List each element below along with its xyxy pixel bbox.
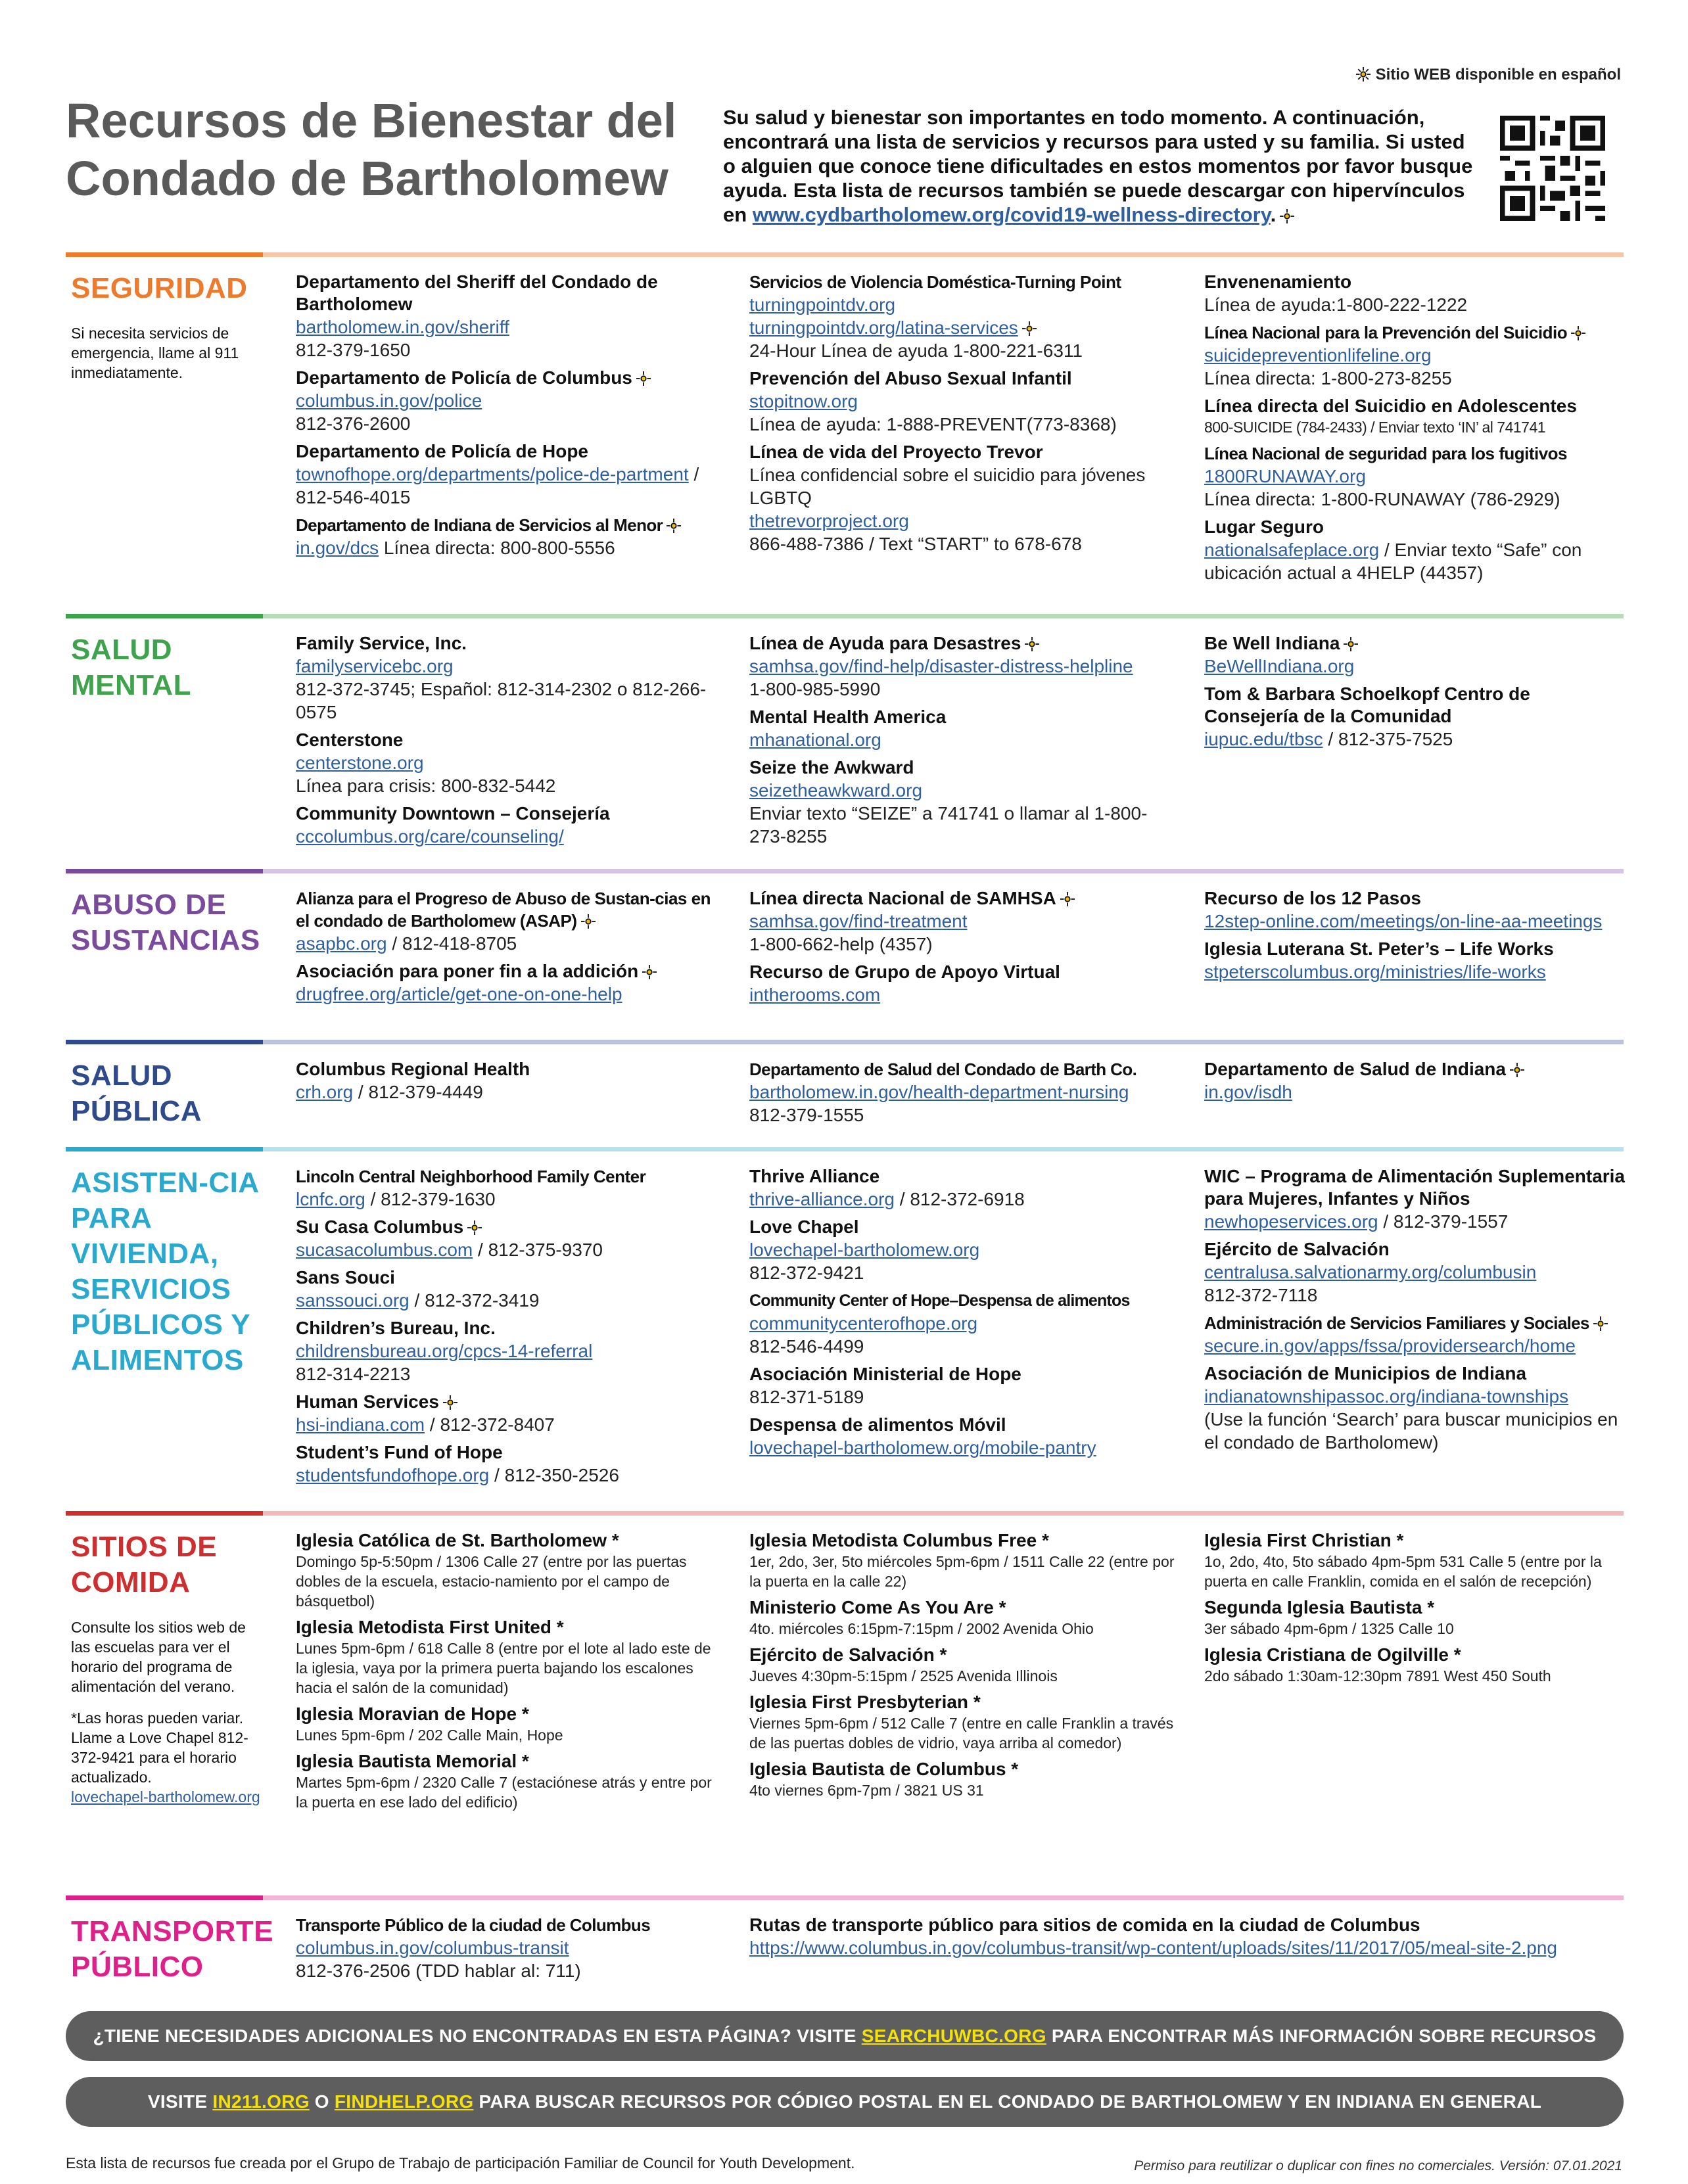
resource-name: Línea Nacional de seguridad para los fugitivos [1204, 444, 1568, 463]
food-site-entry [749, 1691, 1183, 1753]
resource-name: Recurso de los 12 Pasos [1204, 888, 1421, 908]
resource-entry [296, 1165, 723, 1211]
resource-link[interactable]: nationalsafeplace.org [1204, 540, 1380, 560]
resource-name: WIC – Programa de Alimentación Suplementaria para Mujeres, Infantes y Niños [1204, 1166, 1626, 1209]
resource-entry [1204, 271, 1625, 316]
resource-entry [296, 1216, 723, 1261]
resource-name: Transporte Público de la ciudad de Columbus [296, 1915, 651, 1935]
resource-name: Recurso de Grupo de Apoyo Virtual [749, 962, 1060, 982]
resource-link[interactable]: cccolumbus.org/care/counseling/ [296, 826, 564, 847]
section-title: SALUD PÚBLICA [71, 1059, 202, 1127]
food-site-schedule: 4to. miércoles 6:15pm-7:15pm / 2002 Avenida Ohio [749, 1620, 1094, 1637]
resource-entry [296, 960, 723, 1006]
resource-phone: / 812-546-4015 [296, 464, 699, 507]
resource-entry [1204, 683, 1625, 751]
resource-name: Human Services [296, 1391, 439, 1412]
section-note: Consulte los sitios web de las escuelas para ver el horario del programa de alimentación del verano. *Las horas pueden variar. Llame a Love Chapel 812-372-9421 para el horario actualizado. lovechapel-bartholomew.org [71, 1619, 260, 1805]
section-rule [66, 1040, 1624, 1044]
sun-icon [443, 1395, 457, 1410]
resource-phone: / Enviar texto “Safe” con ubicación actual a 4HELP (44357) [1204, 540, 1582, 583]
footer-bar-in211: VISITE IN211.ORG O FINDHELP.ORG PARA BUSCAR RECURSOS POR CÓDIGO POSTAL EN EL CONDADO DE BARTHOLOMEW Y EN INDIANA EN GENERAL [66, 2077, 1624, 2127]
resource-link[interactable]: asapbc.org [296, 933, 387, 954]
sun-icon [1571, 326, 1585, 340]
resource-name: Children’s Bureau, Inc. [296, 1318, 496, 1338]
resource-name: Columbus Regional Health [296, 1059, 530, 1079]
qr-code-icon[interactable] [1500, 116, 1605, 221]
love-chapel-link[interactable]: lovechapel-bartholomew.org [71, 1788, 260, 1805]
section-rule [66, 614, 1624, 618]
resource-link[interactable]: samhsa.gov/find-treatment [749, 911, 968, 931]
resource-name: Departamento de Salud de Indiana [1204, 1059, 1506, 1079]
resource-link[interactable]: 1800RUNAWAY.org [1204, 466, 1366, 486]
sun-icon [1022, 321, 1037, 336]
resource-entry [749, 1363, 1183, 1408]
resource-name: Departamento de Indiana de Servicios al Menor [296, 515, 663, 535]
resource-entry [296, 440, 723, 509]
food-site-entry [749, 1529, 1183, 1591]
food-site-schedule: 1o, 2do, 4to, 5to sábado 4pm-5pm 531 Calle 5 (entre por la puerta en calle Franklin, comida en el salón de recepción) [1204, 1553, 1602, 1590]
resource-entry [749, 1165, 1183, 1211]
sun-icon [1060, 892, 1075, 906]
food-site-schedule: 1er, 2do, 3er, 5to miércoles 5pm-6pm / 1511 Calle 22 (entre por la puerta en la calle 22) [749, 1553, 1175, 1590]
resource-link[interactable]: hsi-indiana.com [296, 1414, 425, 1435]
resource-name: Lincoln Central Neighborhood Family Center [296, 1167, 646, 1186]
column-2 [749, 632, 1183, 853]
food-site-name: Iglesia Moravian de Hope * [296, 1704, 529, 1724]
section-title: SALUD MENTAL [71, 634, 192, 701]
resource-entry [296, 1914, 723, 1982]
resource-name: Departamento de Salud del Condado de Barth Co. [749, 1059, 1137, 1079]
resource-phone: 800-SUICIDE (784-2433) / Enviar texto ‘IN’ al 741741 [1204, 419, 1546, 436]
column-2 [749, 1165, 1183, 1464]
resource-link[interactable]: 12step-online.com/meetings/on-line-aa-meetings [1204, 911, 1603, 931]
resource-entry [1204, 1312, 1625, 1357]
resource-link[interactable]: in.gov/isdh [1204, 1082, 1292, 1102]
resource-phone: / 812-379-4449 [353, 1082, 483, 1102]
resource-link[interactable]: sanssouci.org [296, 1290, 410, 1311]
credit-text: Esta lista de recursos fue creada por el Grupo de Trabajo de participación Familiar de Council for Youth Development. [66, 2154, 855, 2172]
sun-icon [1510, 1063, 1524, 1077]
resource-entry [1204, 1165, 1625, 1233]
resource-name: Despensa de alimentos Móvil [749, 1414, 1006, 1435]
column-3 [1204, 1058, 1625, 1109]
resource-entry [1204, 632, 1625, 678]
resource-phone: / 812-372-8407 [425, 1414, 555, 1435]
section-rule [66, 1895, 1624, 1900]
food-site-entry [1204, 1644, 1625, 1686]
resource-phone: 812-376-2600 [296, 413, 411, 434]
resource-entry [1204, 887, 1625, 933]
food-site-entry [1204, 1596, 1625, 1638]
resource-name: Iglesia Luterana St. Peter’s – Life Works [1204, 939, 1554, 959]
sun-icon [467, 1220, 482, 1235]
resource-phone: 1-800-985-5990 [749, 679, 881, 699]
resource-name: Mental Health America [749, 707, 947, 727]
resource-link[interactable]: centerstone.org [296, 753, 424, 773]
resource-entry [296, 271, 723, 361]
resource-name: Be Well Indiana [1204, 633, 1340, 653]
resource-phone: / 812-375-7525 [1323, 729, 1453, 749]
resource-name: Asociación de Municipios de Indiana [1204, 1363, 1527, 1383]
spanish-note-text: Sitio WEB disponible en español [1375, 66, 1621, 83]
food-site-schedule: Viernes 5pm-6pm / 512 Calle 7 (entre en calle Franklin a través de las puertas dobles de vidrio, vaya arriba al comedor) [749, 1715, 1174, 1752]
column-2 [749, 271, 1183, 561]
resource-phone: Línea de ayuda: 1-888-PREVENT(773-8368) [749, 414, 1117, 434]
section-title: ASISTEN-CIA PARA VIVIENDA, SERVICIOS PÚBLICOS Y ALIMENTOS [71, 1167, 258, 1376]
section-rule [66, 1511, 1624, 1516]
column-1 [296, 1058, 723, 1109]
section-note: Si necesita servicios de emergencia, llame al 911 inmediatamente. [71, 325, 239, 381]
resource-link[interactable]: turningpointdv.org [749, 294, 896, 315]
resource-entry [1204, 1362, 1625, 1454]
column-1 [296, 632, 723, 853]
resource-name: Servicios de Violencia Doméstica-Turning Point [749, 272, 1121, 292]
resource-entry [749, 961, 1183, 1006]
resource-entry [1204, 516, 1625, 584]
sun-icon [667, 519, 681, 533]
resource-entry [749, 1914, 1624, 1959]
resource-link[interactable]: intherooms.com [749, 985, 881, 1005]
resource-name: Departamento de Policía de Columbus [296, 367, 632, 388]
resource-name: Centerstone [296, 730, 404, 750]
resource-link[interactable]: stopitnow.org [749, 391, 858, 411]
resource-link[interactable]: studentsfundofhope.org [296, 1465, 490, 1485]
food-site-name: Iglesia Bautista Memorial * [296, 1751, 529, 1771]
resource-link[interactable]: lovechapel-bartholomew.org [749, 1240, 980, 1260]
resource-name: Línea directa del Suicidio en Adolescentes [1204, 396, 1577, 416]
food-site-entry [749, 1644, 1183, 1686]
resource-link[interactable]: drugfree.org/article/get-one-on-one-help [296, 984, 622, 1004]
resource-link[interactable]: townofhope.org/departments/police-de-partment [296, 464, 689, 484]
resource-phone: 812-371-5189 [749, 1387, 864, 1407]
resource-phone: Línea para crisis: 800-832-5442 [296, 776, 556, 796]
food-site-name: Ministerio Come As You Are * [749, 1597, 1006, 1617]
resource-entry [296, 1058, 723, 1104]
resource-entry [749, 632, 1183, 701]
food-site-schedule: 4to viernes 6pm-7pm / 3821 US 31 [749, 1782, 984, 1799]
food-site-entry [296, 1529, 723, 1611]
resource-link[interactable]: sucasacolumbus.com [296, 1240, 473, 1260]
resource-description: Línea confidencial sobre el suicidio para jóvenes LGBTQ [749, 465, 1146, 508]
resource-entry [296, 514, 723, 559]
column-3 [1204, 271, 1625, 590]
resource-entry [296, 729, 723, 797]
intro-text: Su salud y bienestar son importantes en todo momento. A continuación, encontrará una lista de servicios y recursos para usted y su familia. Si usted o alguien que conoce tiene dificultades en estos momentos por favor busque ayuda. Esta lista de recursos también se puede descargar con hipervínculos en www.cydbartholomew.org/covid19-wellness-directory. [723, 106, 1473, 226]
resource-name: Asociación Ministerial de Hope [749, 1364, 1021, 1384]
food-site-name: Iglesia First Presbyterian * [749, 1692, 981, 1712]
resource-name: Family Service, Inc. [296, 633, 467, 653]
resource-phone: Línea de ayuda:1-800-222-1222 [1204, 294, 1468, 315]
food-site-entry [296, 1703, 723, 1745]
footer-bar-searchuwbc: ¿TIENE NECESIDADES ADICIONALES NO ENCONTRADAS EN ESTA PÁGINA? VISITE SEARCHUWBC.ORG PARA ENCONTRAR MÁS INFORMACIÓN SOBRE RECURSOS [66, 2011, 1624, 2061]
food-site-name: Iglesia First Christian * [1204, 1530, 1404, 1550]
food-site-name: Iglesia Católica de St. Bartholomew * [296, 1530, 619, 1550]
resource-link[interactable]: crh.org [296, 1082, 354, 1102]
spanish-site-note [1356, 66, 1621, 84]
food-site-name: Iglesia Metodista Columbus Free * [749, 1530, 1049, 1550]
permission-text: Permiso para reutilizar o duplicar con fines no comerciales. Versión: 07.01.2021 [1134, 2158, 1622, 2173]
resource-entry [1204, 1238, 1625, 1307]
column-3 [1204, 632, 1625, 756]
resource-entry [296, 1391, 723, 1436]
resource-name: Asociación para poner fin a la addición [296, 961, 639, 981]
column-3 [1204, 1529, 1625, 1691]
resource-phone: / 812-350-2526 [489, 1465, 619, 1485]
resource-entry [296, 367, 723, 435]
food-site-name: Iglesia Cristiana de Ogilville * [1204, 1644, 1461, 1665]
resource-link[interactable]: bartholomew.in.gov/health-department-nursing [749, 1082, 1129, 1102]
resource-entry [1204, 442, 1625, 511]
resource-name: Línea directa Nacional de SAMHSA [749, 888, 1056, 908]
column-1 [296, 1914, 723, 1987]
resource-name: Sans Souci [296, 1267, 395, 1288]
resource-link[interactable]: thrive-alliance.org [749, 1189, 895, 1209]
food-site-entry [749, 1596, 1183, 1638]
food-site-entry [749, 1758, 1183, 1800]
resource-name: Envenenamiento [1204, 271, 1352, 292]
resource-phone: 812-379-1650 [296, 340, 411, 360]
column-1 [296, 1529, 723, 1817]
resource-entry [749, 271, 1183, 362]
food-site-entry [296, 1616, 723, 1698]
resource-phone: 812-372-9421 [749, 1263, 864, 1283]
resource-phone: Enviar texto “SEIZE” a 741741 o llamar al 1-800-273-8255 [749, 803, 1148, 847]
resource-phone: 866-488-7386 / Text “START” to 678-678 [749, 534, 1082, 554]
section-title: SITIOS DE COMIDA [71, 1531, 218, 1598]
resource-phone: / 812-379-1630 [365, 1189, 496, 1209]
resource-link[interactable]: centralusa.salvationarmy.org/columbusin [1204, 1262, 1537, 1282]
resource-name: Community Downtown – Consejería [296, 803, 610, 824]
resource-entry [296, 887, 723, 955]
food-site-schedule: Domingo 5p-5:50pm / 1306 Calle 27 (entre por las puertas dobles de la escuela, estacio-namiento por el campo de básquetbol) [296, 1553, 687, 1610]
sun-icon [642, 965, 657, 979]
resource-entry [1204, 395, 1625, 437]
resource-phone: Línea directa: 1-800-273-8255 [1204, 368, 1452, 388]
resource-phone: 812-546-4499 [749, 1336, 864, 1357]
resource-name: Su Casa Columbus [296, 1217, 464, 1237]
resource-name: Alianza para el Progreso de Abuso de Sustan-cias en el condado de Bartholomew (ASAP) [296, 889, 711, 931]
resource-entry [1204, 1058, 1625, 1104]
resource-phone: / 812-372-6918 [895, 1189, 1025, 1209]
resource-link[interactable]: in.gov/dcs [296, 538, 379, 558]
resource-entry [749, 367, 1183, 436]
section-rule [66, 1147, 1624, 1151]
resource-link[interactable]: columbus.in.gov/columbus-transit [296, 1938, 569, 1958]
findhelp-link[interactable]: FINDHELP.ORG [334, 2091, 474, 2112]
food-site-schedule: Lunes 5pm-6pm / 618 Calle 8 (entre por el lote al lado este de la iglesia, vaya por la primera puerta bajando los escalones hacia el salón de la comunidad) [296, 1640, 711, 1696]
resource-link[interactable]: turningpointdv.org/latina-services [749, 317, 1018, 338]
sun-icon [1025, 637, 1039, 651]
resource-entry [296, 1317, 723, 1385]
resource-entry [749, 1216, 1183, 1284]
resource-entry [749, 887, 1183, 956]
food-site-name: Segunda Iglesia Bautista * [1204, 1597, 1435, 1617]
resource-description: (Use la función ‘Search’ para buscar municipios en el condado de Bartholomew) [1204, 1409, 1618, 1452]
sun-icon [1344, 637, 1358, 651]
food-site-schedule: 3er sábado 4pm-6pm / 1325 Calle 10 [1204, 1620, 1454, 1637]
resource-name: Línea de Ayuda para Desastres [749, 633, 1021, 653]
section-rule [66, 252, 1624, 257]
resource-entry [749, 1289, 1183, 1358]
page-title: Recursos de Bienestar del Condado de Bartholomew [66, 93, 677, 206]
resource-entry [296, 632, 723, 724]
resource-entry [749, 1414, 1183, 1459]
column-1 [296, 271, 723, 565]
resource-phone: 812-379-1555 [749, 1105, 864, 1125]
food-site-schedule: Lunes 5pm-6pm / 202 Calle Main, Hope [296, 1727, 563, 1744]
resource-name: Prevención del Abuso Sexual Infantil [749, 368, 1072, 388]
resource-phone: 812-372-7118 [1204, 1285, 1318, 1305]
column-2 [749, 1058, 1183, 1132]
resource-entry [296, 1266, 723, 1312]
section-title: ABUSO DE SUSTANCIAS [71, 889, 260, 956]
resource-phone: / 812-372-3419 [409, 1290, 540, 1311]
sun-icon [581, 914, 596, 929]
resource-link[interactable]: stpeterscolumbus.org/ministries/life-works [1204, 962, 1546, 982]
searchuwbc-link[interactable]: SEARCHUWBC.ORG [861, 2026, 1046, 2046]
resource-link[interactable]: bartholomew.in.gov/sheriff [296, 317, 509, 337]
resource-phone: / 812-418-8705 [387, 933, 517, 954]
food-site-name: Iglesia Bautista de Columbus * [749, 1759, 1019, 1779]
resource-link[interactable]: thetrevorproject.org [749, 511, 909, 531]
resource-name: Departamento de Policía de Hope [296, 441, 588, 461]
sun-icon [1593, 1316, 1608, 1331]
resource-link[interactable]: secure.in.gov/apps/fssa/providersearch/home [1204, 1336, 1576, 1356]
resource-name: Línea Nacional para la Prevención del Suicidio [1204, 323, 1568, 342]
resource-entry [1204, 321, 1625, 390]
food-site-schedule: 2do sábado 1:30am-12:30pm 7891 West 450 South [1204, 1667, 1551, 1684]
resource-name: Tom & Barbara Schoelkopf Centro de Consejería de la Comunidad [1204, 684, 1530, 726]
resource-link[interactable]: samhsa.gov/find-help/disaster-distress-helpline [749, 656, 1133, 676]
column-3 [1204, 887, 1625, 988]
resource-name: Departamento del Sheriff del Condado de Bartholomew [296, 271, 658, 314]
resource-name: Community Center of Hope–Despensa de alimentos [749, 1291, 1130, 1310]
food-site-schedule: Jueves 4:30pm-5:15pm / 2525 Avenida Illinois [749, 1667, 1058, 1684]
resource-name: Love Chapel [749, 1217, 859, 1237]
food-site-entry [296, 1750, 723, 1812]
column-1 [296, 887, 723, 1011]
resource-link[interactable]: lcnfc.org [296, 1189, 365, 1209]
resource-link[interactable]: mhanational.org [749, 730, 881, 750]
resource-link[interactable]: newhopeservices.org [1204, 1211, 1378, 1232]
resource-phone: / 812-379-1557 [1378, 1211, 1509, 1232]
resource-name: Línea de vida del Proyecto Trevor [749, 442, 1043, 462]
section-title: SEGURIDAD [71, 272, 248, 304]
resource-name: Ejército de Salvación [1204, 1239, 1390, 1259]
resource-link[interactable]: childrensbureau.org/cpcs-14-referral [296, 1341, 593, 1361]
resource-name: Seize the Awkward [749, 757, 914, 778]
resource-link[interactable]: columbus.in.gov/police [296, 390, 482, 411]
sun-icon [1356, 67, 1371, 81]
resource-phone: / 812-375-9370 [473, 1240, 603, 1260]
resource-name: Rutas de transporte público para sitios de comida en la ciudad de Columbus [749, 1915, 1420, 1935]
resource-name: Lugar Seguro [1204, 517, 1325, 537]
resource-entry [296, 1441, 723, 1487]
resource-link[interactable]: BeWellIndiana.org [1204, 656, 1355, 676]
resource-phone: 812-376-2506 (TDD hablar al: 711) [296, 1961, 581, 1981]
section-title: TRANSPORTE PÚBLICO [71, 1915, 274, 1983]
resource-link[interactable]: seizetheawkward.org [749, 780, 923, 801]
resource-name: Thrive Alliance [749, 1166, 880, 1186]
food-site-name: Ejército de Salvación * [749, 1644, 947, 1665]
resource-link[interactable]: iupuc.edu/tbsc [1204, 729, 1323, 749]
resource-link[interactable]: https://www.columbus.in.gov/columbus-transit/wp-content/uploads/sites/11/2017/05/meal-site-2.png [749, 1938, 1558, 1958]
column-2 [749, 1529, 1183, 1805]
resource-link[interactable]: communitycenterofhope.org [749, 1313, 978, 1334]
resource-entry [749, 756, 1183, 848]
resource-phone: 812-314-2213 [296, 1364, 411, 1384]
column-2 [749, 887, 1183, 1011]
resource-entry [749, 1058, 1183, 1127]
sun-icon [636, 371, 651, 386]
resource-entry [1204, 938, 1625, 983]
resource-name: Student’s Fund of Hope [296, 1442, 503, 1462]
resource-phone: Línea directa: 1-800-RUNAWAY (786-2929) [1204, 489, 1560, 509]
resource-entry [296, 802, 723, 848]
food-site-name: Iglesia Metodista First United * [296, 1617, 564, 1637]
resource-entry [749, 706, 1183, 751]
resource-phone: 1-800-662-help (4357) [749, 934, 933, 954]
section-rule [66, 869, 1624, 873]
resource-entry [749, 441, 1183, 555]
resource-name: Administración de Servicios Familiares y Sociales [1204, 1313, 1589, 1333]
wellness-directory-link[interactable]: www.cydbartholomew.org/covid19-wellness-directory [752, 203, 1271, 226]
column-2 [749, 1914, 1624, 1964]
food-site-entry [1204, 1529, 1625, 1591]
resource-phone: Línea directa: 800-800-5556 [379, 538, 615, 558]
resource-phone: 812-372-3745; Español: 812-314-2302 o 812-266-0575 [296, 679, 707, 722]
column-1 [296, 1165, 723, 1492]
column-3 [1204, 1165, 1625, 1459]
resource-link[interactable]: indianatownshipassoc.org/indiana-townships [1204, 1386, 1569, 1406]
resource-link[interactable]: suicidepreventionlifeline.org [1204, 345, 1432, 365]
resource-link[interactable]: familyservicebc.org [296, 656, 454, 676]
food-site-schedule: Martes 5pm-6pm / 2320 Calle 7 (estaciónese atrás y entre por la puerta en ese lado del edificio) [296, 1774, 712, 1811]
resource-link[interactable]: lovechapel-bartholomew.org/mobile-pantry [749, 1437, 1096, 1458]
in211-link[interactable]: IN211.ORG [212, 2091, 310, 2112]
sun-icon [1280, 209, 1294, 223]
resource-phone: 24-Hour Línea de ayuda 1-800-221-6311 [749, 340, 1083, 361]
